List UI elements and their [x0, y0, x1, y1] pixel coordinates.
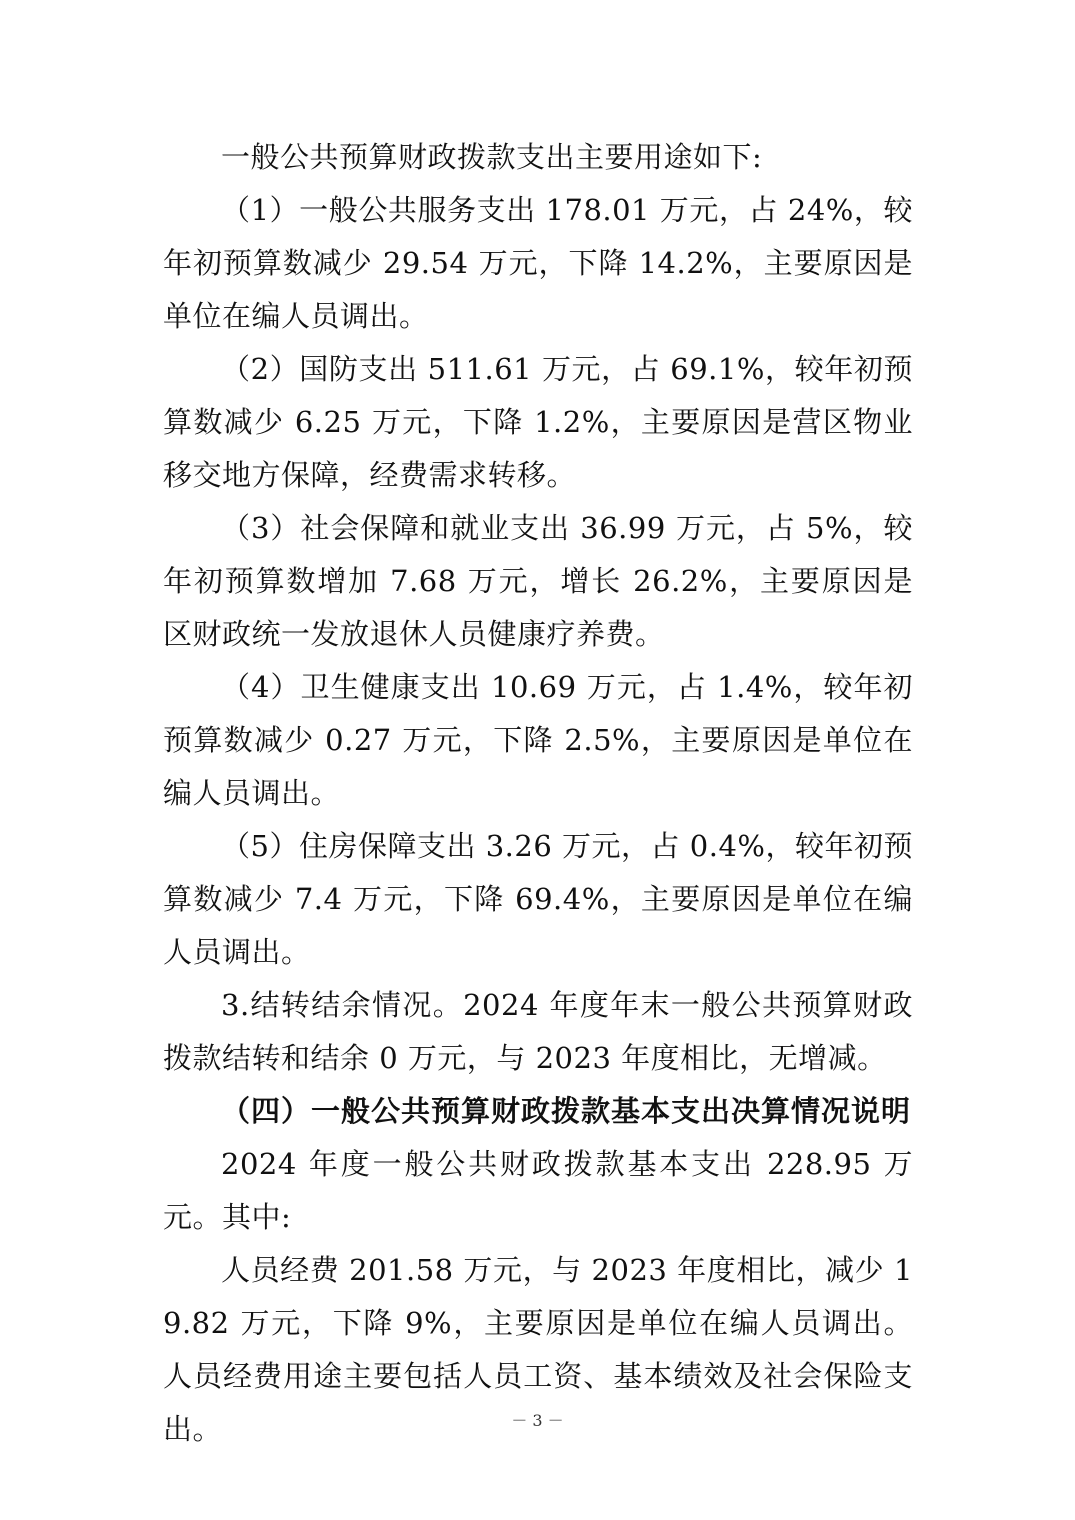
document-body: [163, 131, 913, 1456]
paragraph-intro: 一般公共预算财政拨款支出主要用途如下:: [221, 140, 763, 174]
paragraph-national-defense: （2）国防支出 511.61 万元，占 69.1%，较年初预算数减少 6.25 万元，下降 1.2%，主要原因是营区物业移交地方保障，经费需求转移。: [163, 352, 913, 492]
paragraph-health: （4）卫生健康支出 10.69 万元，占 1.4%，较年初预算数减少 0.27 万元，下降 2.5%，主要原因是单位在编人员调出。: [163, 670, 913, 810]
page-number: － 3 －: [511, 1411, 564, 1430]
section-heading-basic-expenditure: （四）一般公共预算财政拨款基本支出决算情况说明: [221, 1094, 912, 1128]
paragraph-personnel-expenses: 人员经费 201.58 万元，与 2023 年度相比，减少 19.82 万元，下降 9%，主要原因是单位在编人员调出。人员经费用途主要包括人员工资、基本绩效及社会保险支出。: [163, 1253, 913, 1446]
paragraph-general-public-services: （1）一般公共服务支出 178.01 万元，占 24%，较年初预算数减少 29.54 万元，下降 14.2%，主要原因是单位在编人员调出。: [163, 193, 913, 333]
paragraph-social-security: （3）社会保障和就业支出 36.99 万元，占 5%，较年初预算数增加 7.68 万元，增长 26.2%，主要原因是区财政统一发放退休人员健康疗养费。: [163, 511, 913, 651]
paragraph-basic-expenditure-total: 2024 年度一般公共财政拨款基本支出 228.95 万元。其中:: [163, 1147, 913, 1234]
paragraph-housing: （5）住房保障支出 3.26 万元，占 0.4%，较年初预算数减少 7.4 万元，下降 69.4%，主要原因是单位在编人员调出。: [163, 829, 913, 969]
paragraph-carryover: 3.结转结余情况。2024 年度年末一般公共预算财政拨款结转和结余 0 万元，与 2023 年度相比，无增减。: [163, 988, 913, 1075]
